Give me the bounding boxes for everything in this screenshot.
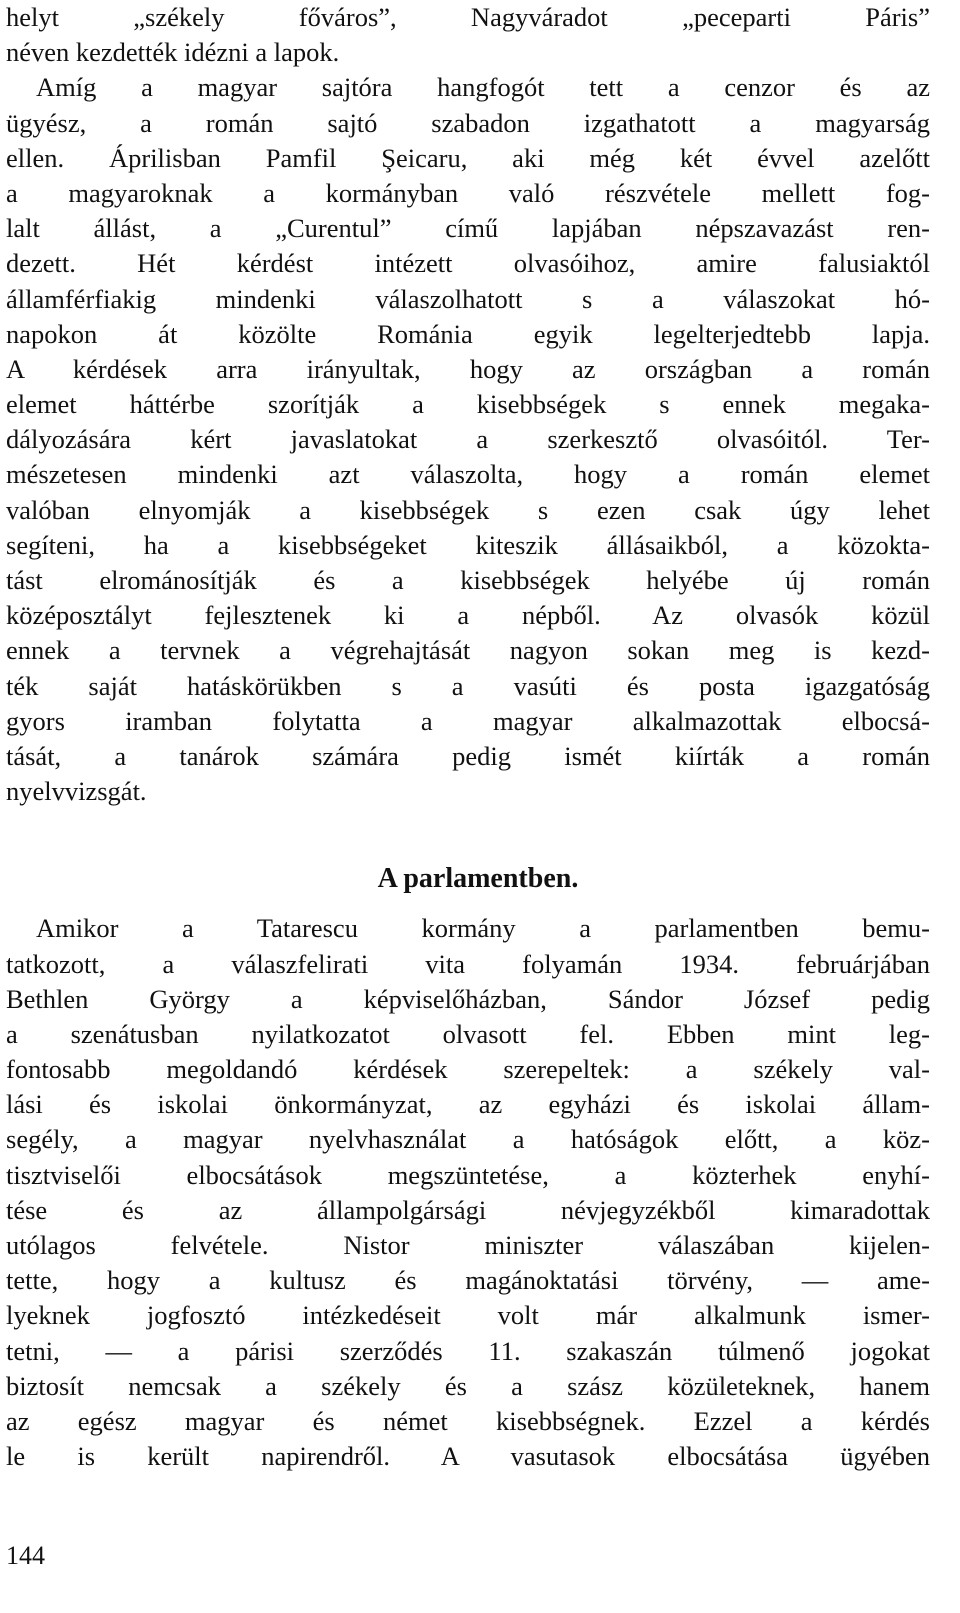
text-line: ügyész, a román sajtó szabadon izgathatott a magyarság [6, 107, 930, 138]
text-line: gyors iramban folytatta a magyar alkalmazottak elbocsá- [6, 705, 930, 736]
text-line: le is került napirendről. A vasutasok elbocsátása ügyében [6, 1441, 930, 1472]
text-line: Amíg a magyar sajtóra hangfogót tett a cenzor és az [36, 72, 930, 103]
text-line: a magyaroknak a kormányban való részvétele mellett fog- [6, 177, 930, 208]
text-line: tását, a tanárok számára pedig ismét kiírták a román [6, 740, 930, 771]
text-line: ellen. Áprilisban Pamfil Şeicaru, aki még két évvel azelőtt [6, 142, 930, 173]
page-number: 144 [6, 1541, 45, 1570]
text-line: dezett. Hét kérdést intézett olvasóihoz, amire falusiaktól [6, 248, 930, 279]
text-line: A kérdések arra irányultak, hogy az országban a román [6, 353, 930, 384]
text-line: segíteni, ha a kisebbségeket kiteszik állásaikból, a közokta- [6, 529, 930, 560]
text-line: tése és az állampolgársági névjegyzékből kimaradottak [6, 1194, 930, 1225]
text-line: lalt állást, a „Curentul” című lapjában népszavazást ren- [6, 213, 930, 244]
text-line: tisztviselői elbocsátások megszüntetése, a közterhek enyhí- [6, 1159, 930, 1190]
text-line: utólagos felvétele. Nistor miniszter válaszában kijelen- [6, 1230, 930, 1260]
text-line: néven kezdették idézni a lapok. [6, 37, 340, 68]
text-line: középosztályt fejlesztenek ki a népből. Az olvasók közül [6, 600, 930, 631]
text-line: ték saját hatáskörükben s a vasúti és posta igazgatóság [6, 670, 930, 701]
text-line: államférfiakig mindenki válaszolhatott s a válaszokat hó- [6, 283, 930, 314]
text-line: dályozására kért javaslatokat a szerkesztő olvasóitól. Ter- [6, 424, 930, 455]
document-page [6, 0, 930, 1474]
section-heading: A parlamentben. [377, 863, 579, 895]
text-line: tetni, — a párisi szerződés 11. szakaszán túlmenő jogokat [6, 1335, 930, 1366]
text-line: lási és iskolai önkormányzat, az egyházi és iskolai állam- [6, 1089, 930, 1120]
text-line: helyt „székely főváros”, Nagyváradot „peceparti Páris” [6, 2, 930, 32]
paragraph-parliament [6, 911, 930, 1474]
text-line: az egész magyar és német kisebbségnek. Ezzel a kérdés [6, 1405, 930, 1436]
text-line: valóban elnyomják a kisebbségek s ezen csak úgy lehet [6, 494, 930, 525]
text-line: ennek a tervnek a végrehajtását nagyon sokan meg is kezd- [6, 635, 930, 666]
text-line: lyeknek jogfosztó intézkedéseit volt már alkalmunk ismer- [6, 1300, 930, 1331]
text-line: mészetesen mindenki azt válaszolta, hogy a román elemet [6, 459, 930, 490]
text-line: biztosít nemcsak a székely és a szász közületeknek, hanem [6, 1370, 930, 1401]
paragraph-continuation [6, 0, 930, 70]
text-line: Amikor a Tatarescu kormány a parlamentben bemu- [36, 913, 930, 944]
text-line: tette, hogy a kultusz és magánoktatási törvény, — ame- [6, 1265, 930, 1296]
text-line: Bethlen György a képviselőházban, Sándor József pedig [6, 983, 930, 1014]
text-line: a szenátusban nyilatkozatot olvasott fel. Ebben mint leg- [6, 1018, 930, 1049]
paragraph-press-campaign [6, 70, 930, 809]
text-line: elemet háttérbe szorítják a kisebbségek s ennek megaka- [6, 389, 930, 420]
text-line: tást elrománosítják és a kisebbségek helyébe új román [6, 565, 930, 595]
text-line: fontosabb megoldandó kérdések szerepeltek: a székely val- [6, 1054, 930, 1085]
text-line: segély, a magyar nyelvhasználat a hatóságok előtt, a köz- [6, 1124, 930, 1155]
text-line: tatkozott, a válaszfelirati vita folyamán 1934. februárjában [6, 948, 930, 979]
text-line: nyelvvizsgát. [6, 776, 147, 807]
text-line: napokon át közölte Románia egyik legelterjedtebb lapja. [6, 318, 930, 349]
